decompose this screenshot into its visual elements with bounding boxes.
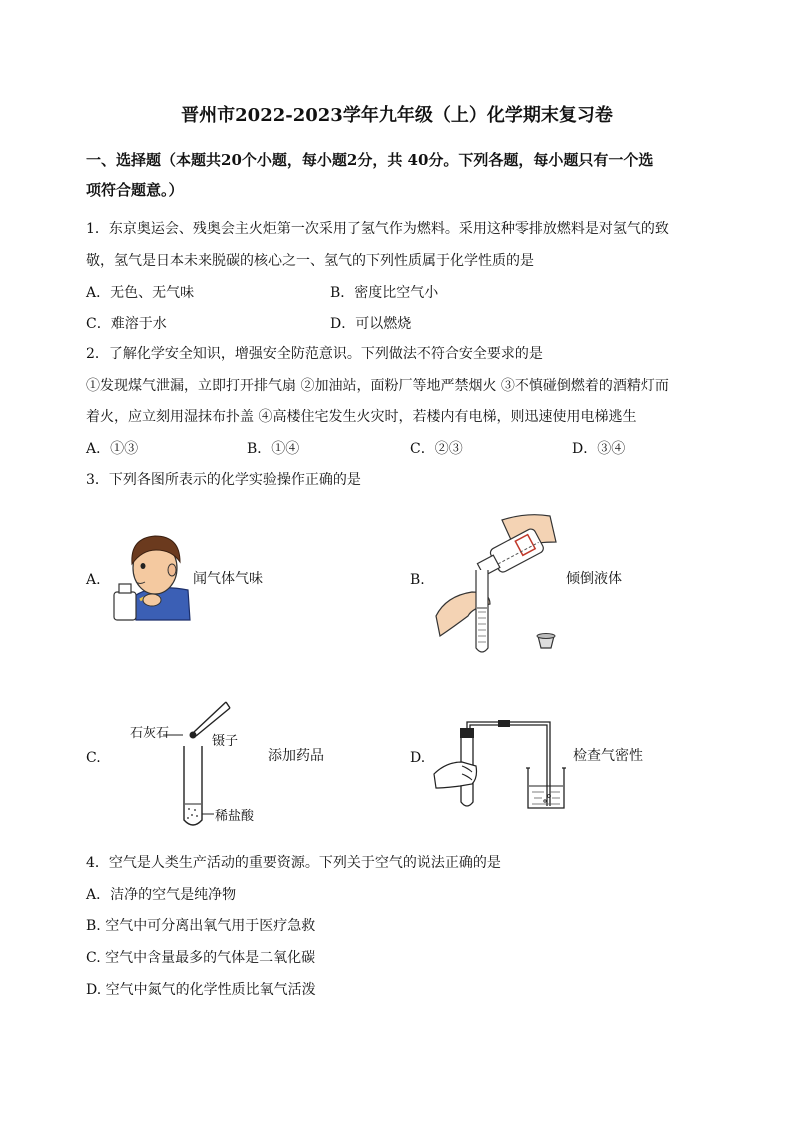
- tweezers-label: 镊子: [212, 734, 239, 749]
- q3-stem: 3．下列各图所表示的化学实验操作正确的是: [86, 472, 361, 488]
- q4-option-a[interactable]: A．洁净的空气是纯净物: [86, 887, 237, 903]
- q3-option-b-caption: 倾倒液体: [566, 571, 622, 587]
- smelling-gas-figure: [110, 528, 192, 624]
- q1-stem-line1: 1．东京奥运会、残奥会主火炬第一次采用了氢气作为燃料。采用这种零排放燃料是对氢气的致: [86, 221, 669, 237]
- q1-option-b[interactable]: B．密度比空气小: [330, 285, 439, 301]
- q2-option-a[interactable]: A．①③: [86, 441, 139, 457]
- section-heading-line2: 项符合题意。）: [86, 181, 184, 199]
- q2-option-b[interactable]: B．①④: [247, 441, 300, 457]
- q3-option-c-letter[interactable]: C.: [86, 750, 101, 766]
- q1-option-a[interactable]: A．无色、无气味: [86, 285, 195, 301]
- q2-stem: 2．了解化学安全知识，增强安全防范意识。下列做法不符合安全要求的是: [86, 346, 543, 362]
- q3-option-b-letter[interactable]: B.: [410, 572, 425, 588]
- page-title: 晋州市2022-2023学年九年级（上）化学期末复习卷: [181, 105, 613, 126]
- q3-option-c-caption: 添加药品: [268, 748, 324, 764]
- q2-detail-line1: ①发现煤气泄漏，立即打开排气扇 ②加油站，面粉厂等地严禁烟火 ③不慎碰倒燃着的酒精灯而: [86, 378, 669, 394]
- q2-option-c[interactable]: C．②③: [410, 441, 463, 457]
- q1-stem-line2: 敬，氢气是日本未来脱碳的核心之一、氢气的下列性质属于化学性质的是: [86, 253, 534, 269]
- q3-option-d-caption: 检查气密性: [573, 748, 643, 764]
- q4-option-b[interactable]: B. 空气中可分离出氧气用于医疗急救: [86, 918, 316, 934]
- q2-option-d[interactable]: D．③④: [572, 441, 626, 457]
- pouring-liquid-figure: [432, 512, 562, 658]
- q3-option-a-caption: 闻气体气味: [193, 571, 263, 587]
- q4-option-d[interactable]: D. 空气中氮气的化学性质比氧气活泼: [86, 982, 316, 998]
- q1-option-c[interactable]: C．难溶于水: [86, 316, 167, 332]
- limestone-label: 石灰石: [130, 726, 170, 741]
- q3-option-d-letter[interactable]: D.: [410, 750, 426, 766]
- q4-option-c[interactable]: C. 空气中含量最多的气体是二氧化碳: [86, 950, 316, 966]
- q1-option-d[interactable]: D．可以燃烧: [330, 316, 412, 332]
- q2-detail-line2: 着火，应立刻用湿抹布扑盖 ④高楼住宅发生火灾时，若楼内有电梯，则迅速使用电梯逃生: [86, 409, 637, 425]
- section-heading-line1: 一、选择题（本题共20个小题，每小题2分，共 40分。下列各题，每小题只有一个选: [86, 151, 654, 169]
- airtightness-check-figure: [432, 716, 572, 812]
- q3-option-a-letter[interactable]: A.: [86, 572, 101, 588]
- dilute-hcl-label: 稀盐酸: [215, 809, 255, 824]
- q4-stem: 4．空气是人类生产活动的重要资源。下列关于空气的说法正确的是: [86, 855, 501, 871]
